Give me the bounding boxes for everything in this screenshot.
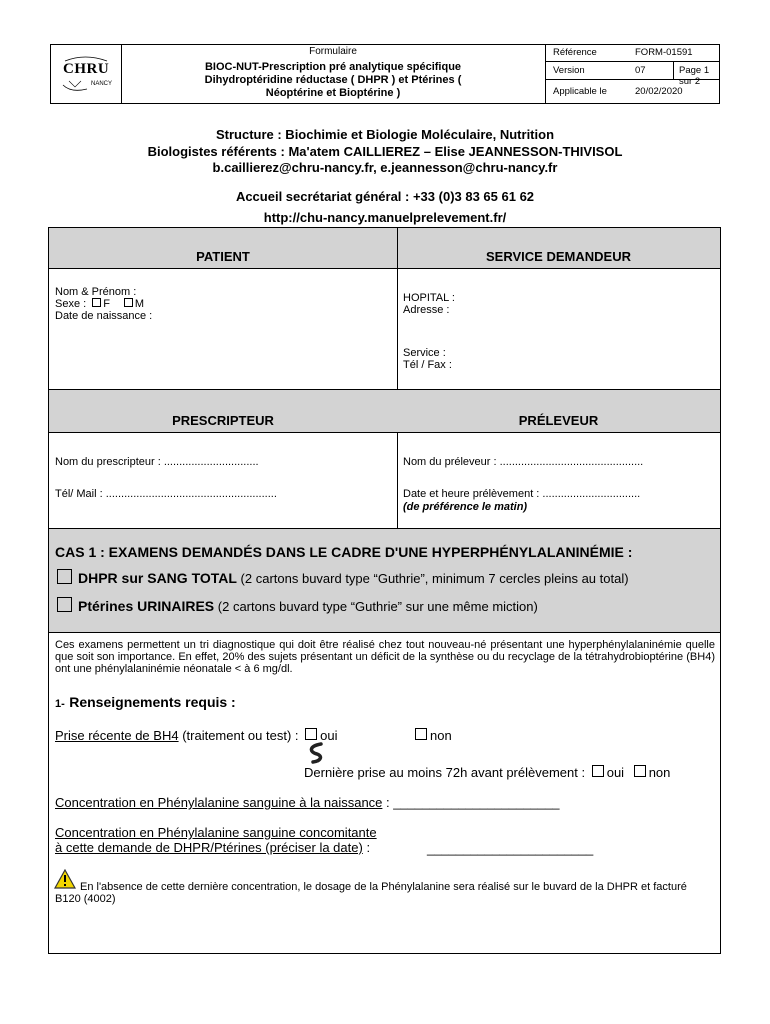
document-header — [50, 44, 720, 104]
sexe-m-label: M — [134, 298, 145, 310]
title-line-2: Dihydroptéridine réductase ( DHPR ) et Ptérines ( — [204, 74, 462, 86]
biologists-line: Biologistes référents : Ma'atem CAILLIEREZ – Elise JEANNESSON-THIVISOL — [147, 144, 623, 159]
derniere-oui-label: oui — [606, 765, 625, 780]
structure-line: Structure : Biochimie et Biologie Moléculaire, Nutrition — [215, 127, 555, 142]
hopital-field[interactable]: HOPITAL : — [403, 292, 455, 304]
dhpr-checkbox[interactable] — [57, 569, 72, 584]
website-url[interactable]: http://chu-nancy.manuelprelevement.fr/ — [263, 210, 507, 225]
preleveur-name-field[interactable]: Nom du préleveur : ............................................... — [403, 456, 644, 468]
derniere-non-label: non — [648, 765, 671, 780]
service-contact-fields — [403, 347, 452, 371]
tel-fax-field[interactable]: Tél / Fax : — [403, 359, 452, 371]
reference-row — [545, 45, 719, 62]
pterines-label: Ptérines URINAIRES — [78, 598, 215, 614]
version-row — [545, 62, 719, 87]
formulaire-label: Formulaire — [309, 46, 357, 57]
conc-concomitante-line1: Concentration en Phénylalanine sanguine concomitante — [55, 825, 377, 840]
title-line-3: Néoptérine et Bioptérine ) — [265, 87, 401, 99]
applicable-label: Applicable le — [553, 86, 607, 97]
bh4-label: Prise récente de BH4 — [55, 728, 179, 743]
sexe-f-checkbox[interactable] — [92, 298, 101, 307]
bh4-non-option — [412, 728, 452, 743]
preleveur-date-field[interactable]: Date et heure prélèvement : ................................ — [403, 488, 641, 500]
version-value: 07 — [635, 65, 646, 76]
document-title — [121, 61, 545, 100]
request-form — [48, 227, 721, 954]
pterines-option — [57, 597, 538, 614]
derniere-oui-checkbox[interactable] — [592, 765, 604, 777]
dhpr-option — [57, 569, 629, 586]
service-heading: SERVICE DEMANDEUR — [486, 249, 631, 264]
intro-paragraph: Ces examens permettent un tri diagnostique qui doit être réalisé chez tout nouveau-né présentant une hyperphénylalaninémie quelle que soit son importance. En effet, 20% des sujets présentant un déficit de la synthèse ou du recyclage de la tétrahydrobioptérine (BH4) ont une phénylalaninémie néonatale < à 6 mg/dl. — [55, 639, 715, 675]
warning-note: En l'absence de cette dernière concentration, le dosage de la Phénylalanine sera réalisé sur le buvard de la DHPR et facturé B120 (4002) — [55, 881, 687, 905]
bh4-oui-checkbox[interactable] — [305, 728, 317, 740]
derniere-prise-question — [304, 765, 670, 780]
bh4-non-label: non — [430, 728, 452, 743]
sexe-f-label: F — [103, 298, 110, 310]
logo-subtext: NANCY — [91, 81, 113, 87]
conc-concomitante-colon: : — [362, 840, 371, 855]
patient-service-header — [49, 228, 720, 269]
bh4-question — [55, 728, 338, 743]
preleveur-heading: PRÉLEVEUR — [518, 413, 599, 428]
section-number: 1- — [55, 698, 65, 710]
cas1-section — [49, 528, 720, 633]
conc-naissance-field — [55, 795, 560, 810]
prescripteur-contact-field[interactable]: Tél/ Mail : ........................................................ — [55, 488, 277, 500]
renseignements-heading — [55, 694, 236, 712]
applicable-value: 20/02/2020 — [635, 86, 683, 97]
curved-arrow-icon — [307, 742, 327, 764]
sexe-m-checkbox[interactable] — [124, 298, 133, 307]
prescripteur-preleveur-header — [49, 389, 720, 433]
header-title-cell — [121, 45, 546, 103]
patient-heading: PATIENT — [196, 249, 250, 264]
logo-cell — [51, 45, 122, 103]
patient-sexe-field — [55, 298, 152, 310]
preleveur-note: (de préférence le matin) — [403, 501, 528, 513]
conc-naissance-label: Concentration en Phénylalanine sanguine à la naissance — [55, 795, 383, 810]
sexe-label: Sexe : — [55, 298, 87, 310]
prescripteur-name-field[interactable]: Nom du prescripteur : ............................... — [55, 456, 259, 468]
title-line-1: BIOC-NUT-Prescription pré analytique spécifique — [204, 61, 462, 73]
service-field[interactable]: Service : — [403, 347, 446, 359]
bh4-detail: (traitement ou test) : — [178, 728, 299, 743]
reference-value: FORM-01591 — [635, 47, 693, 58]
patient-name-field[interactable]: Nom & Prénom : — [55, 286, 137, 298]
reference-label: Référence — [553, 47, 597, 58]
pterines-detail: (2 cartons buvard type “Guthrie” sur une même miction) — [214, 599, 538, 614]
pterines-checkbox[interactable] — [57, 597, 72, 612]
prescripteur-heading: PRESCRIPTEUR — [172, 413, 274, 428]
conc-concomitante-line2: à cette demande de DHPR/Ptérines (préciser la date) — [55, 840, 363, 855]
bh4-non-checkbox[interactable] — [415, 728, 427, 740]
section-title: Renseignements requis : — [69, 694, 236, 710]
cas1-heading: CAS 1 : EXAMENS DEMANDÉS DANS LE CADRE D'UNE HYPERPHÉNYLALANINÉMIE : — [55, 544, 633, 560]
bh4-oui-label: oui — [320, 728, 338, 743]
dhpr-detail: (2 cartons buvard type “Guthrie”, minimum 7 cercles pleins au total) — [236, 571, 629, 586]
page-number: Page 1 sur 2 — [679, 65, 710, 87]
dhpr-label: DHPR sur SANG TOTAL — [78, 570, 237, 586]
emails-line: b.caillierez@chru-nancy.fr, e.jeannesson@chru-nancy.fr — [212, 160, 558, 175]
conc-concomitante-field — [55, 825, 377, 855]
derniere-prise-label: Dernière prise au moins 72h avant prélèvement : — [304, 765, 586, 780]
version-label: Version — [553, 65, 585, 76]
header-meta-cell — [545, 45, 719, 103]
conc-concomitante-blank[interactable]: _______________________ — [427, 841, 594, 856]
chru-logo — [61, 55, 111, 93]
logo-text: CHRU — [63, 61, 110, 77]
derniere-non-checkbox[interactable] — [634, 765, 646, 777]
patient-fields — [55, 286, 152, 322]
conc-naissance-blank[interactable]: : _______________________ — [382, 795, 560, 810]
adresse-field[interactable]: Adresse : — [403, 304, 450, 316]
patient-dob-field[interactable]: Date de naissance : — [55, 310, 153, 322]
service-fields — [403, 292, 455, 316]
accueil-line: Accueil secrétariat général : +33 (0)3 83 65 61 62 — [235, 189, 535, 204]
